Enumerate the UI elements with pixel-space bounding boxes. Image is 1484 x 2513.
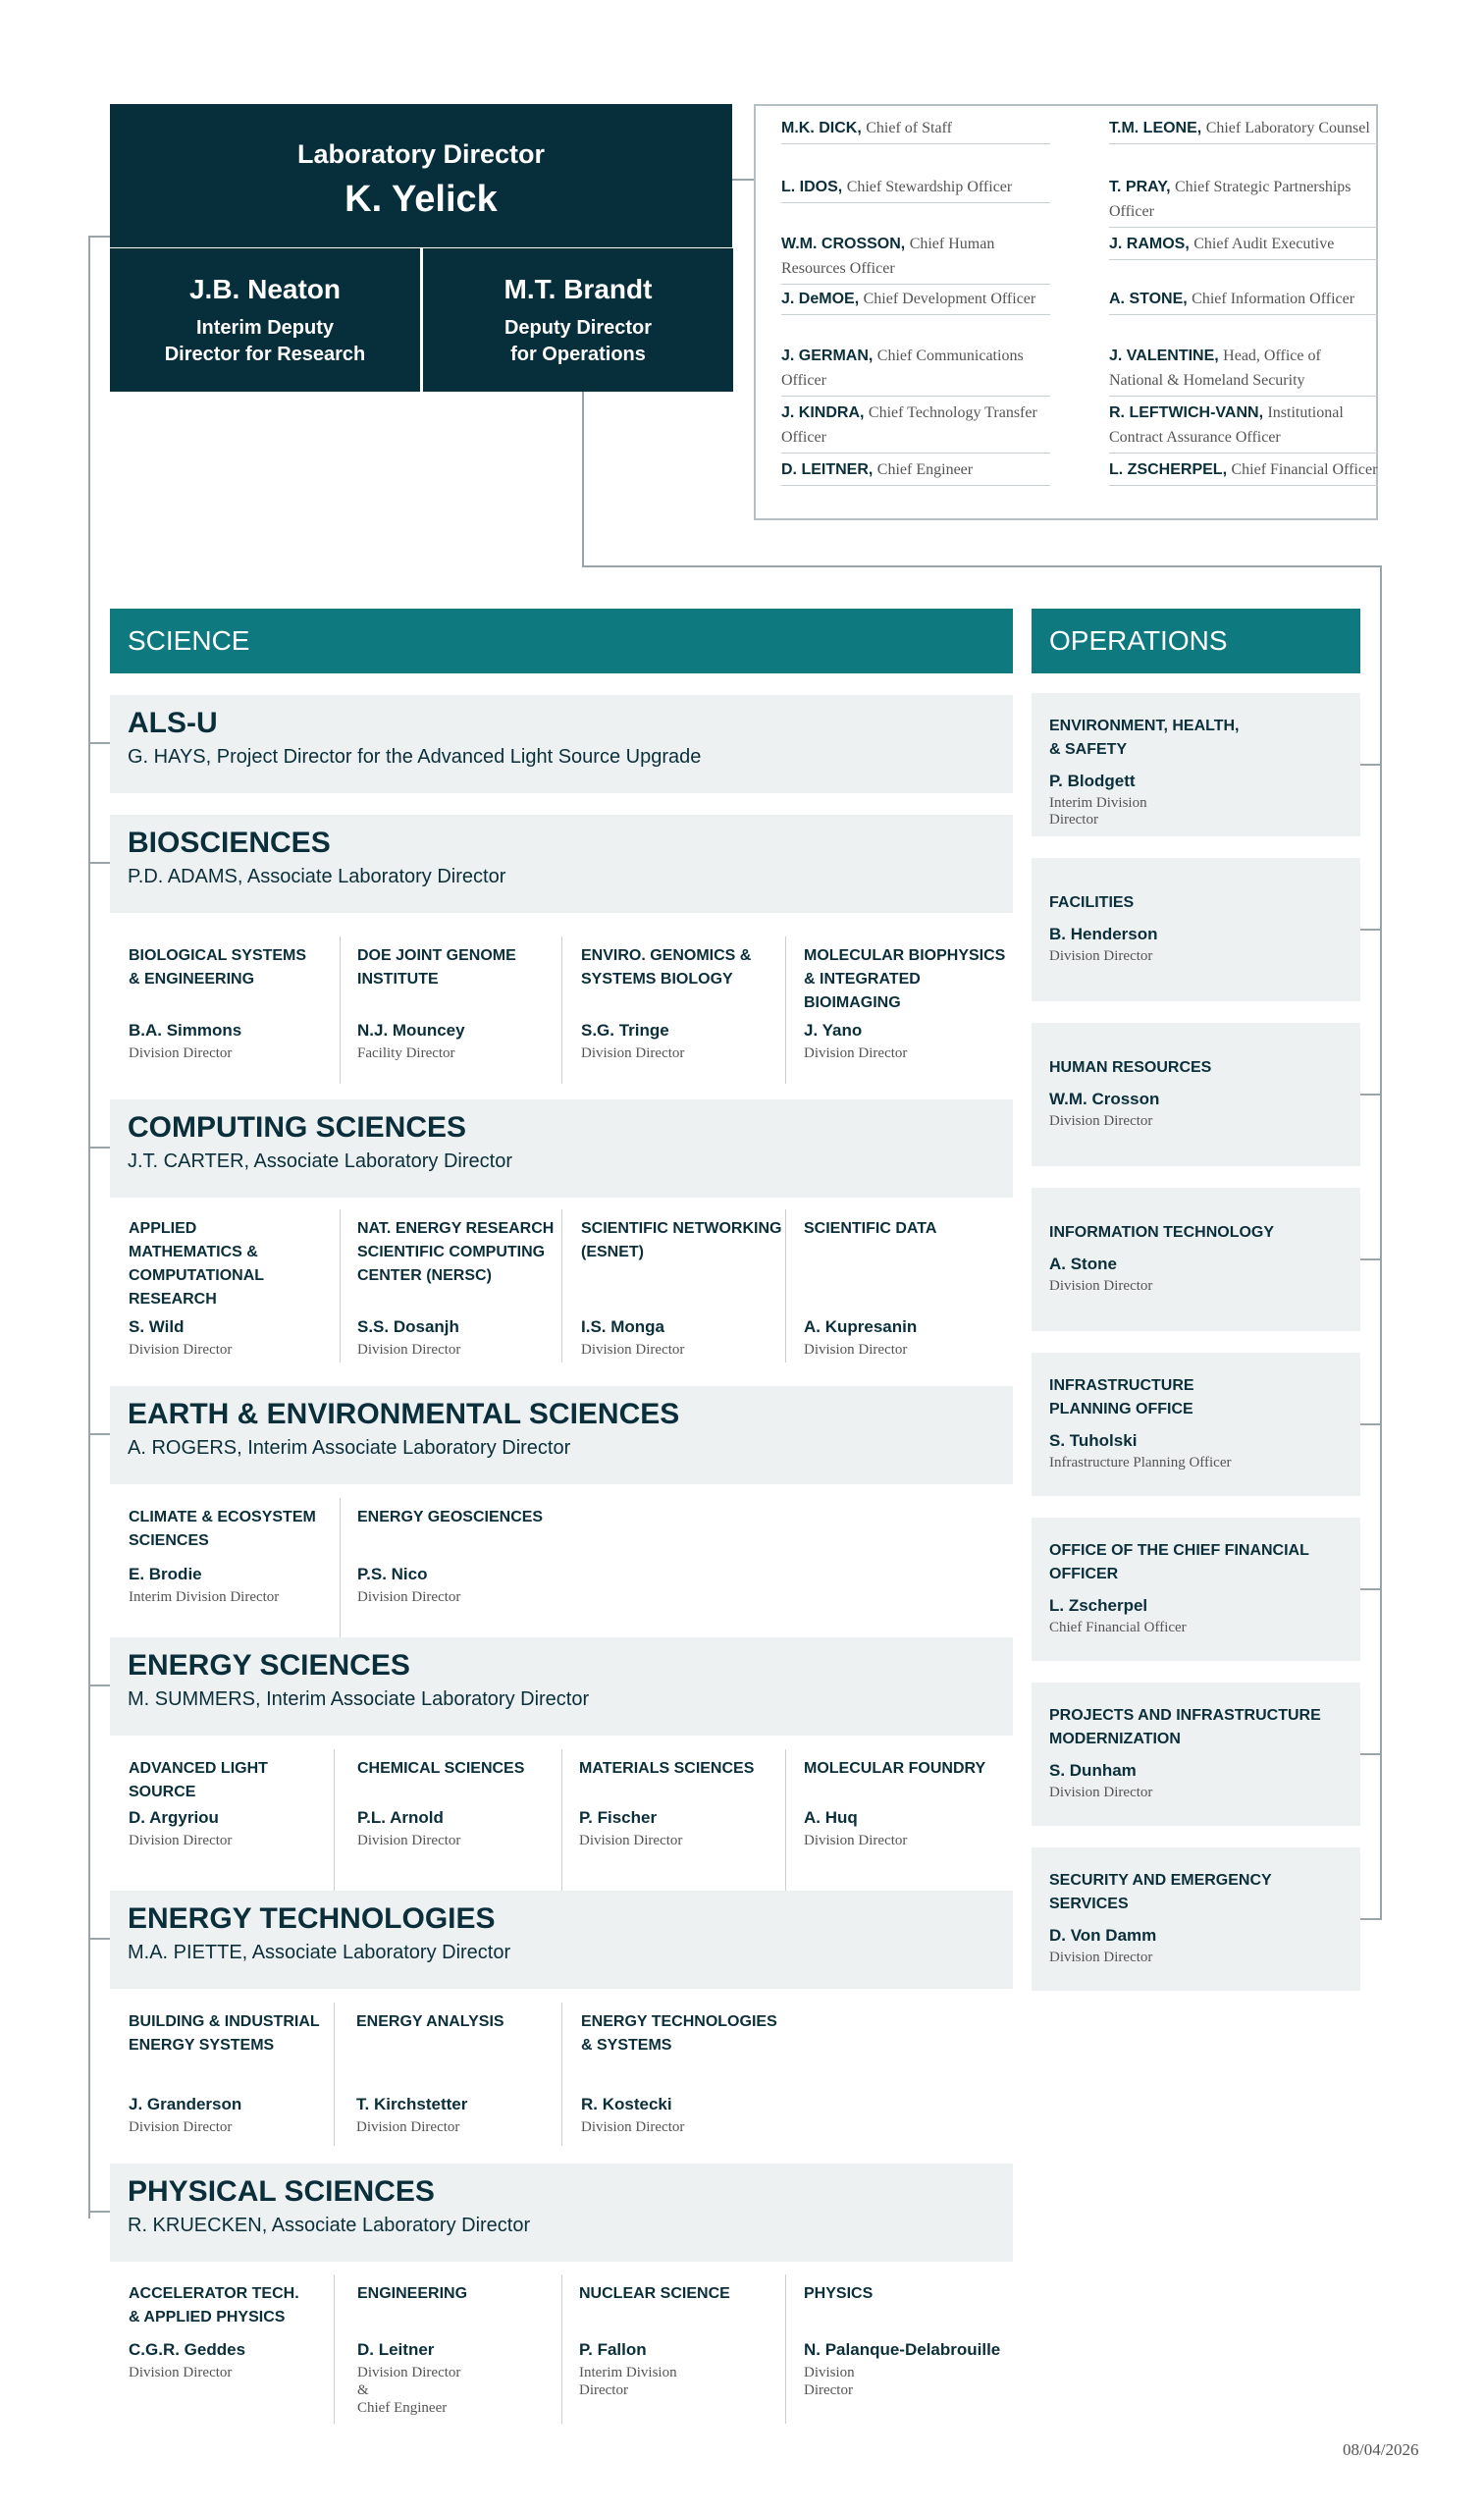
division-name: NUCLEAR SCIENCE bbox=[579, 2285, 730, 2302]
staff-officer-role: Chief Engineer bbox=[876, 461, 974, 478]
division-name: PHYSICS bbox=[804, 2285, 874, 2302]
connector-tick bbox=[1360, 1753, 1380, 1755]
division-separator bbox=[561, 2274, 562, 2424]
division-name: ENERGY TECHNOLOGIES & SYSTEMS bbox=[581, 2013, 777, 2054]
division-head: P.S. Nico bbox=[357, 1565, 428, 1583]
group-director: P.D. ADAMS, Associate Laboratory Director bbox=[128, 866, 506, 887]
staff-officer-name: L. IDOS, bbox=[781, 179, 843, 195]
division bbox=[129, 2010, 320, 2135]
division-separator bbox=[334, 1749, 335, 1893]
connector-tick bbox=[88, 1147, 110, 1149]
division-head: P. Fallon bbox=[579, 2340, 647, 2359]
division-head: S. Wild bbox=[129, 1317, 185, 1336]
staff-officer-role: Chief Strategic Partnerships Officer bbox=[1109, 179, 1352, 220]
operations-division-name: INFORMATION TECHNOLOGY bbox=[1049, 1224, 1275, 1241]
division-name: SCIENTIFIC DATA bbox=[804, 1220, 937, 1237]
staff-officer bbox=[1109, 232, 1378, 260]
operations-division-head: B. Henderson bbox=[1049, 925, 1158, 943]
division-name: ENERGY ANALYSIS bbox=[356, 2013, 504, 2030]
operations-division-head-role: Interim Division Director bbox=[1049, 795, 1147, 828]
staff-officer bbox=[781, 232, 1050, 285]
division-head-role: Division Director bbox=[357, 1589, 461, 1605]
science-group bbox=[110, 1637, 1013, 1736]
division-head-role: Division Director bbox=[804, 2365, 855, 2398]
division-name: ENVIRO. GENOMICS & SYSTEMS BIOLOGY bbox=[581, 947, 752, 988]
connector-tick bbox=[88, 862, 110, 864]
division bbox=[581, 2010, 777, 2135]
science-group bbox=[110, 815, 1013, 913]
division-head: S.G. Tringe bbox=[581, 1021, 669, 1040]
division bbox=[357, 1217, 555, 1358]
division-name: ADVANCED LIGHT SOURCE bbox=[129, 1760, 268, 1800]
division-head: C.G.R. Geddes bbox=[129, 2340, 246, 2359]
division bbox=[129, 1757, 268, 1848]
division-head: N. Palanque-Delabrouille bbox=[804, 2340, 1001, 2359]
connector-tick bbox=[88, 742, 110, 744]
group-title: ENERGY SCIENCES bbox=[128, 1649, 410, 1682]
division bbox=[804, 1757, 986, 1848]
division bbox=[579, 2282, 730, 2398]
document-date: 08/04/2026 bbox=[1343, 2440, 1419, 2459]
division bbox=[129, 2282, 299, 2380]
operations-division-head-role: Division Director bbox=[1049, 1785, 1153, 1800]
division-head-role: Division Director bbox=[581, 2119, 685, 2135]
division-separator bbox=[340, 1209, 341, 1363]
group-title: BIOSCIENCES bbox=[128, 827, 331, 859]
division-name: DOE JOINT GENOME INSTITUTE bbox=[357, 947, 516, 988]
division-head-role: Facility Director bbox=[357, 1045, 455, 1061]
deputy-name: M.T. Brandt bbox=[504, 274, 653, 304]
operations-division-head-role: Division Director bbox=[1049, 948, 1153, 964]
operations-division-head: S. Dunham bbox=[1049, 1761, 1137, 1780]
division-head-role: Interim Division Director bbox=[129, 1589, 280, 1605]
division-name: CLIMATE & ECOSYSTEM SCIENCES bbox=[129, 1509, 316, 1549]
staff-officer-role: Head, Office of National & Homeland Security bbox=[1109, 348, 1321, 389]
division-head-role: Interim Division Director bbox=[579, 2365, 677, 2398]
operations-division bbox=[1032, 693, 1360, 836]
group-title: ALS-U bbox=[128, 707, 218, 739]
science-group bbox=[110, 695, 1013, 793]
division-name: CHEMICAL SCIENCES bbox=[357, 1760, 525, 1777]
staff-officer-role: Chief Stewardship Officer bbox=[846, 179, 1013, 195]
staff-officer bbox=[781, 457, 1050, 486]
division-name: MATERIALS SCIENCES bbox=[579, 1760, 755, 1777]
division-name: MOLECULAR FOUNDRY bbox=[804, 1760, 986, 1777]
operations-division-head-role: Chief Financial Officer bbox=[1049, 1620, 1187, 1635]
division-head: J. Yano bbox=[804, 1021, 863, 1040]
operations-division-head: P. Blodgett bbox=[1049, 772, 1136, 790]
staff-officer-name: D. LEITNER, bbox=[781, 461, 874, 478]
operations-division-name: FACILITIES bbox=[1049, 894, 1135, 911]
division-name: BUILDING & INDUSTRIAL ENERGY SYSTEMS bbox=[129, 2013, 320, 2054]
staff-officer bbox=[781, 116, 1050, 144]
division-head: B.A. Simmons bbox=[129, 1021, 242, 1040]
group-director: G. HAYS, Project Director for the Advanced Light Source Upgrade bbox=[128, 746, 702, 768]
group-title: EARTH & ENVIRONMENTAL SCIENCES bbox=[128, 1398, 680, 1430]
staff-officer-role: Chief Information Officer bbox=[1192, 291, 1355, 307]
division-separator bbox=[785, 936, 786, 1084]
division-head-role: Division Director bbox=[804, 1045, 908, 1061]
operations-division-head-role: Division Director bbox=[1049, 1278, 1153, 1294]
science-group bbox=[110, 2164, 1013, 2262]
staff-officer-role: Chief Communications Officer bbox=[781, 348, 1024, 389]
division bbox=[129, 1217, 265, 1358]
staff-officer-name: J. GERMAN, bbox=[781, 348, 874, 364]
division-head-role: Division Director bbox=[804, 1833, 908, 1848]
division-separator bbox=[561, 936, 562, 1084]
operations-division bbox=[1032, 1353, 1360, 1496]
group-title: PHYSICAL SCIENCES bbox=[128, 2175, 435, 2208]
division bbox=[357, 944, 516, 1061]
staff-officer bbox=[1109, 401, 1378, 454]
staff-officer bbox=[781, 344, 1050, 397]
division-head-role: Division Director bbox=[129, 1045, 233, 1061]
connector-tick bbox=[88, 2211, 110, 2213]
staff-officer-name: T.M. LEONE, bbox=[1109, 120, 1202, 136]
deputy-role: Deputy Director for Operations bbox=[504, 317, 653, 365]
division-head: J. Granderson bbox=[129, 2095, 242, 2113]
staff-officer-name: L. ZSCHERPEL, bbox=[1109, 461, 1228, 478]
division-name: SCIENTIFIC NETWORKING (ESNET) bbox=[581, 1220, 782, 1260]
division bbox=[804, 944, 1006, 1061]
division-head-role: Division Director bbox=[356, 2119, 460, 2135]
staff-officer-name: J. KINDRA, bbox=[781, 404, 865, 421]
division-separator bbox=[561, 1749, 562, 1893]
division-separator bbox=[785, 2274, 786, 2424]
division-separator bbox=[561, 1209, 562, 1363]
division-name: NAT. ENERGY RESEARCH SCIENTIFIC COMPUTING CENTER (NERSC) bbox=[357, 1220, 555, 1284]
division-name: BIOLOGICAL SYSTEMS & ENGINEERING bbox=[129, 947, 307, 988]
connector-tick bbox=[88, 1938, 110, 1940]
division-head: A. Kupresanin bbox=[804, 1317, 918, 1336]
staff-officer-name: W.M. CROSSON, bbox=[781, 236, 906, 252]
division-separator bbox=[340, 936, 341, 1084]
operations-division-name: OFFICE OF THE CHIEF FINANCIAL OFFICER bbox=[1049, 1542, 1309, 1582]
staff-officer-role: Chief of Staff bbox=[866, 120, 952, 136]
connector-tick bbox=[88, 1684, 110, 1686]
division bbox=[579, 1757, 755, 1848]
staff-officer-name: J. RAMOS, bbox=[1109, 236, 1190, 252]
connector-tick bbox=[1360, 929, 1380, 931]
connector-tick bbox=[1360, 1918, 1380, 1920]
staff-officer-name: J. DeMOE, bbox=[781, 291, 860, 307]
operations-division bbox=[1032, 1188, 1360, 1331]
division-head: I.S. Monga bbox=[581, 1317, 664, 1336]
group-director: A. ROGERS, Interim Associate Laboratory Director bbox=[128, 1437, 571, 1459]
division-head-role: Division Director bbox=[129, 2119, 233, 2135]
staff-officer-role: Chief Audit Executive bbox=[1193, 236, 1335, 252]
connector-tick bbox=[1360, 1094, 1380, 1096]
operations-division bbox=[1032, 1518, 1360, 1661]
division-separator bbox=[785, 1749, 786, 1893]
group-director: M. SUMMERS, Interim Associate Laboratory Director bbox=[128, 1688, 590, 1710]
operations-division-name: INFRASTRUCTURE PLANNING OFFICE bbox=[1049, 1377, 1194, 1417]
staff-officer-role: Chief Laboratory Counsel bbox=[1205, 120, 1370, 136]
staff-officer-role: Institutional Contract Assurance Officer bbox=[1109, 404, 1344, 446]
operations-division-head: L. Zscherpel bbox=[1049, 1596, 1148, 1615]
connector-tick bbox=[1360, 1588, 1380, 1590]
science-group bbox=[110, 1386, 1013, 1484]
division-head: S.S. Dosanjh bbox=[357, 1317, 459, 1336]
group-title: ENERGY TECHNOLOGIES bbox=[128, 1902, 496, 1935]
division-head-role: Division Director bbox=[129, 1342, 233, 1358]
group-title: COMPUTING SCIENCES bbox=[128, 1111, 467, 1144]
division bbox=[804, 2282, 1001, 2398]
connector-ops-spine bbox=[1380, 565, 1382, 1920]
operations-division bbox=[1032, 1023, 1360, 1166]
staff-officer-role: Chief Technology Transfer Officer bbox=[781, 404, 1037, 446]
division-name: ACCELERATOR TECH. & APPLIED PHYSICS bbox=[129, 2285, 299, 2326]
deputy-role: Interim Deputy Director for Research bbox=[164, 317, 366, 365]
staff-officer bbox=[1109, 287, 1378, 315]
staff-officer bbox=[781, 175, 1050, 203]
connector-director-left bbox=[88, 236, 110, 238]
division-separator bbox=[334, 2274, 335, 2424]
division bbox=[357, 2282, 468, 2416]
staff-officer-name: A. STONE, bbox=[1109, 291, 1188, 307]
connector-staff bbox=[732, 179, 754, 181]
operations-division-name: HUMAN RESOURCES bbox=[1049, 1059, 1212, 1076]
laboratory-director-box bbox=[110, 104, 732, 247]
division-head: R. Kostecki bbox=[581, 2095, 672, 2113]
division-separator bbox=[340, 1498, 341, 1641]
connector-tick bbox=[1360, 1423, 1380, 1425]
connector-tick bbox=[1360, 764, 1380, 766]
group-director: R. KRUECKEN, Associate Laboratory Director bbox=[128, 2215, 531, 2236]
director-title: Laboratory Director bbox=[296, 139, 546, 169]
division-head-role: Division Director bbox=[581, 1342, 685, 1358]
division-head: E. Brodie bbox=[129, 1565, 202, 1583]
division-head: P. Fischer bbox=[579, 1808, 658, 1827]
division-head: D. Argyriou bbox=[129, 1808, 219, 1827]
deputy-operations-box bbox=[423, 248, 733, 392]
division-separator bbox=[334, 2003, 335, 2146]
division-head-role: Division Director bbox=[804, 1342, 908, 1358]
division-head-role: Division Director bbox=[129, 2365, 233, 2380]
division-head: N.J. Mouncey bbox=[357, 1021, 465, 1040]
group-director: J.T. CARTER, Associate Laboratory Director bbox=[128, 1150, 512, 1172]
staff-officer-role: Chief Financial Officer bbox=[1231, 461, 1378, 478]
connector-tick bbox=[1360, 1258, 1380, 1260]
connector-science-spine bbox=[88, 236, 90, 2219]
division-name: APPLIED MATHEMATICS & COMPUTATIONAL RESEARCH bbox=[129, 1220, 265, 1308]
division bbox=[357, 1757, 525, 1848]
division-head: P.L. Arnold bbox=[357, 1808, 444, 1827]
staff-officer bbox=[1109, 457, 1378, 486]
staff-officer bbox=[1109, 344, 1378, 397]
operations-division-head: S. Tuholski bbox=[1049, 1431, 1138, 1450]
division-head-role: Division Director bbox=[579, 1833, 683, 1848]
division bbox=[581, 944, 752, 1061]
division-head: T. Kirchstetter bbox=[356, 2095, 468, 2113]
staff-officer bbox=[1109, 116, 1378, 144]
staff-officer bbox=[781, 401, 1050, 454]
operations-division-name: PROJECTS AND INFRASTRUCTURE MODERNIZATION bbox=[1049, 1707, 1321, 1747]
division-head-role: Division Director & Chief Engineer bbox=[357, 2365, 461, 2416]
director-name: K. Yelick bbox=[344, 179, 498, 220]
staff-officer-role: Chief Human Resources Officer bbox=[781, 236, 995, 277]
staff-officer bbox=[781, 287, 1050, 315]
division bbox=[804, 1217, 937, 1358]
operations-division-name: ENVIRONMENT, HEALTH, & SAFETY bbox=[1049, 718, 1240, 758]
operations-division-name: SECURITY AND EMERGENCY SERVICES bbox=[1049, 1872, 1272, 1912]
division-name: ENERGY GEOSCIENCES bbox=[357, 1509, 544, 1525]
deputy-name: J.B. Neaton bbox=[188, 274, 342, 304]
division bbox=[581, 1217, 782, 1358]
division bbox=[129, 944, 307, 1061]
division-head-role: Division Director bbox=[357, 1833, 461, 1848]
operations-division bbox=[1032, 858, 1360, 1001]
operations-division-head: W.M. Crosson bbox=[1049, 1090, 1160, 1108]
division-separator bbox=[785, 1209, 786, 1363]
staff-officer bbox=[1109, 175, 1378, 228]
operations-division bbox=[1032, 1847, 1360, 1991]
deputy-research-box bbox=[110, 248, 420, 392]
staff-officer-name: M.K. DICK, bbox=[781, 120, 862, 136]
operations-division-head: D. Von Damm bbox=[1049, 1926, 1157, 1945]
group-director: M.A. PIETTE, Associate Laboratory Director bbox=[128, 1942, 511, 1963]
staff-officer-role: Chief Development Officer bbox=[863, 291, 1036, 307]
division-head-role: Division Director bbox=[581, 1045, 685, 1061]
connector-tick bbox=[88, 1433, 110, 1435]
division-head: D. Leitner bbox=[357, 2340, 435, 2359]
operations-header: OPERATIONS bbox=[1032, 609, 1360, 673]
division-separator bbox=[561, 2003, 562, 2146]
division bbox=[356, 2010, 504, 2135]
staff-officer-name: R. LEFTWICH-VANN, bbox=[1109, 404, 1264, 421]
staff-officer-name: T. PRAY, bbox=[1109, 179, 1171, 195]
division bbox=[129, 1506, 316, 1605]
connector-ops-drop bbox=[582, 392, 584, 566]
operations-division-head-role: Division Director bbox=[1049, 1113, 1153, 1129]
staff-officer-name: J. VALENTINE, bbox=[1109, 348, 1219, 364]
operations-division-head-role: Division Director bbox=[1049, 1950, 1153, 1965]
division bbox=[357, 1506, 544, 1605]
operations-division bbox=[1032, 1683, 1360, 1826]
division-name: MOLECULAR BIOPHYSICS & INTEGRATED BIOIMAGING bbox=[804, 947, 1006, 1011]
division-head-role: Division Director bbox=[357, 1342, 461, 1358]
division-head: A. Huq bbox=[804, 1808, 858, 1827]
division-name: ENGINEERING bbox=[357, 2285, 468, 2302]
operations-division-head: A. Stone bbox=[1049, 1255, 1117, 1273]
connector-ops-top bbox=[582, 565, 1382, 567]
division-head-role: Division Director bbox=[129, 1833, 233, 1848]
operations-division-head-role: Infrastructure Planning Officer bbox=[1049, 1455, 1232, 1470]
science-group bbox=[110, 1891, 1013, 1989]
science-group bbox=[110, 1099, 1013, 1198]
science-header: SCIENCE bbox=[110, 609, 1013, 673]
